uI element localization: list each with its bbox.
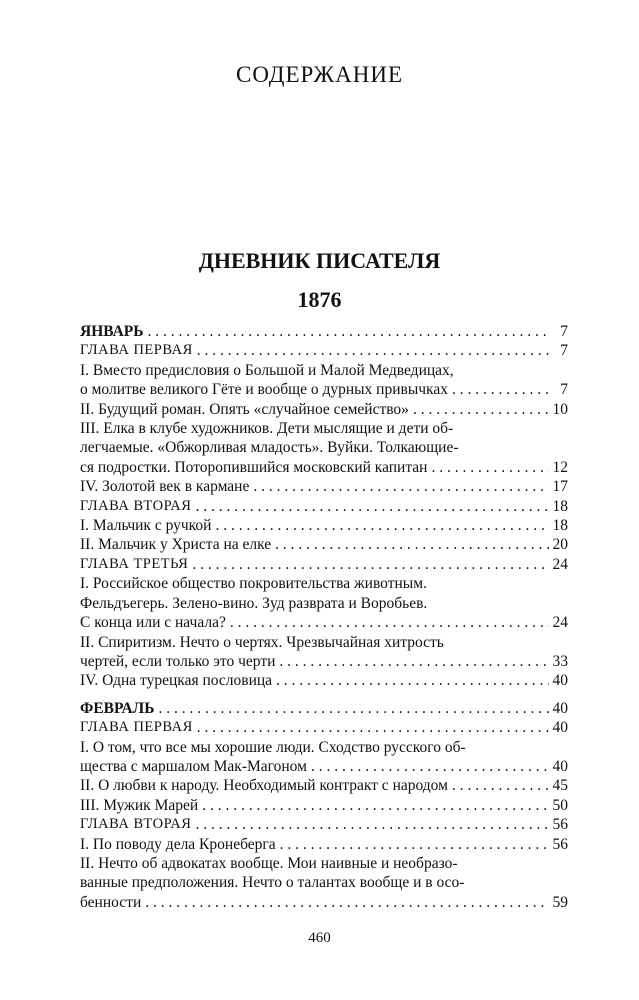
dot-leader xyxy=(202,796,548,815)
dot-leader xyxy=(197,341,550,360)
toc-entry-title: IV. Одна турецкая пословица xyxy=(80,672,273,690)
toc-entry-line[interactable]: I. Вместо предисловия о Большой и Малой Медведицах, xyxy=(80,361,454,379)
toc-entry-page: 7 xyxy=(560,342,568,360)
toc-entry-page: 20 xyxy=(552,536,568,554)
toc-entry-line[interactable]: III. Елка в клубе художников. Дети мыслящие и дети об- xyxy=(80,420,454,438)
toc-chapter-heading[interactable] xyxy=(80,815,568,834)
toc-entry-title: ФЕВРАЛЬ xyxy=(80,699,155,717)
toc-entry-line[interactable]: Фельдъегерь. Зелено-вино. Зуд разврата и Воробьев. xyxy=(80,594,428,612)
book-title: ДНЕВНИК ПИСАТЕЛЯ xyxy=(198,248,441,273)
dot-leader xyxy=(279,652,548,671)
dot-leader xyxy=(276,671,548,690)
toc-entry-title: I. По поводу дела Кронеберга xyxy=(80,835,276,853)
dot-leader xyxy=(413,400,549,419)
toc-entry-title: бенности xyxy=(80,893,142,911)
dot-leader xyxy=(158,699,548,718)
toc-chapter-heading[interactable] xyxy=(80,555,568,574)
toc-entry-title: ГЛАВА ПЕРВАЯ xyxy=(80,719,193,736)
toc-entry-title: щества с маршалом Мак-Магоном xyxy=(80,757,307,775)
toc-entry-page: 45 xyxy=(552,777,568,795)
toc-entry-page: 56 xyxy=(552,816,568,834)
toc-entry-title: III. Мужик Марей xyxy=(80,796,199,814)
dot-leader xyxy=(145,893,548,912)
toc-entry-page: 40 xyxy=(552,672,568,690)
dot-leader xyxy=(230,613,549,632)
toc-entry[interactable] xyxy=(80,796,568,815)
dot-leader xyxy=(280,835,549,854)
dot-leader xyxy=(431,458,548,477)
toc-entry-february[interactable] xyxy=(80,699,568,718)
dot-leader xyxy=(215,516,548,535)
dot-leader xyxy=(311,757,549,776)
toc-entry-page: 56 xyxy=(552,835,568,853)
toc-entry-page: 40 xyxy=(552,719,568,737)
dot-leader xyxy=(192,555,548,574)
year-heading: 1876 xyxy=(297,287,342,312)
toc-entry-line[interactable]: II. Спиритизм. Нечто о чертях. Чрезвычайная хитрость xyxy=(80,633,444,651)
toc-entry-line[interactable]: легчаемые. «Обжорливая младость». Вуйки. Толкающие- xyxy=(80,439,459,457)
toc-entry[interactable] xyxy=(80,380,568,399)
toc-entry[interactable] xyxy=(80,613,568,632)
toc-entry-line[interactable]: I. О том, что все мы хорошие люди. Сходство русского об- xyxy=(80,738,466,756)
table-of-contents xyxy=(80,322,568,912)
toc-entry-title: ГЛАВА ВТОРАЯ xyxy=(80,497,192,514)
toc-entry-page: 24 xyxy=(552,614,568,632)
toc-entry-title: II. О любви к народу. Необходимый контракт с народом xyxy=(80,777,448,795)
dot-leader xyxy=(275,535,548,554)
toc-entry-title: С конца или с начала? xyxy=(80,614,226,632)
toc-entry[interactable] xyxy=(80,652,568,671)
toc-entry-page: 10 xyxy=(552,400,568,418)
toc-entry-title: ГЛАВА ПЕРВАЯ xyxy=(80,342,193,359)
toc-entry-page: 7 xyxy=(560,381,568,399)
dot-leader xyxy=(452,776,549,795)
toc-entry-page: 33 xyxy=(552,652,568,670)
toc-entry[interactable] xyxy=(80,400,568,419)
toc-entry[interactable] xyxy=(80,893,568,912)
dot-leader xyxy=(253,477,548,496)
toc-entry-line[interactable]: II. Нечто об адвокатах вообще. Мои наивные и необразо- xyxy=(80,854,458,872)
page-number: 460 xyxy=(308,930,331,946)
toc-entry-page: 40 xyxy=(552,757,568,775)
toc-entry-page: 59 xyxy=(552,893,568,911)
toc-chapter-heading[interactable] xyxy=(80,497,568,516)
toc-entry-title: ГЛАВА ТРЕТЬЯ xyxy=(80,555,189,572)
dot-leader xyxy=(197,718,549,737)
toc-entry-page: 17 xyxy=(552,478,568,496)
toc-entry-page: 40 xyxy=(552,699,568,717)
toc-entry[interactable] xyxy=(80,671,568,690)
page-title: СОДЕРЖАНИЕ xyxy=(235,62,403,87)
toc-entry-title: II. Будущий роман. Опять «случайное семейство» xyxy=(80,400,409,418)
toc-entry-page: 18 xyxy=(552,497,568,515)
toc-entry-page: 50 xyxy=(552,796,568,814)
dot-leader xyxy=(452,380,550,399)
toc-entry-title: о молитве великого Гёте и вообще о дурных привычках xyxy=(80,381,448,399)
toc-entry-title: чертей, если только это черти xyxy=(80,652,276,670)
toc-entry-title: I. Мальчик с ручкой xyxy=(80,517,212,535)
toc-entry[interactable] xyxy=(80,477,568,496)
toc-entry-january[interactable] xyxy=(80,322,568,341)
toc-entry[interactable] xyxy=(80,516,568,535)
toc-entry[interactable] xyxy=(80,835,568,854)
toc-entry-line[interactable]: I. Российское общество покровительства животным. xyxy=(80,575,427,593)
toc-entry-title: ЯНВАРЬ xyxy=(80,323,144,340)
toc-entry-title: ся подростки. Поторопившийся московский капитан xyxy=(80,458,428,476)
toc-entry[interactable] xyxy=(80,458,568,477)
toc-entry-page: 7 xyxy=(560,323,568,340)
toc-entry-title: IV. Золотой век в кармане xyxy=(80,478,250,496)
toc-entry-page: 24 xyxy=(552,555,568,573)
toc-entry[interactable] xyxy=(80,535,568,554)
toc-entry-page: 18 xyxy=(552,517,568,535)
toc-chapter-heading[interactable] xyxy=(80,718,568,737)
toc-entry-line[interactable]: ванные предположения. Нечто о талантах вообще и в осо- xyxy=(80,874,465,892)
dot-leader xyxy=(148,322,550,341)
toc-entry-title: ГЛАВА ВТОРАЯ xyxy=(80,816,192,833)
toc-entry[interactable] xyxy=(80,776,568,795)
toc-entry-title: II. Мальчик у Христа на елке xyxy=(80,536,272,554)
dot-leader xyxy=(195,815,548,834)
dot-leader xyxy=(195,497,548,516)
toc-entry-page: 12 xyxy=(552,458,568,476)
toc-entry[interactable] xyxy=(80,757,568,776)
toc-chapter-heading[interactable] xyxy=(80,341,568,360)
section-gap xyxy=(80,691,568,699)
